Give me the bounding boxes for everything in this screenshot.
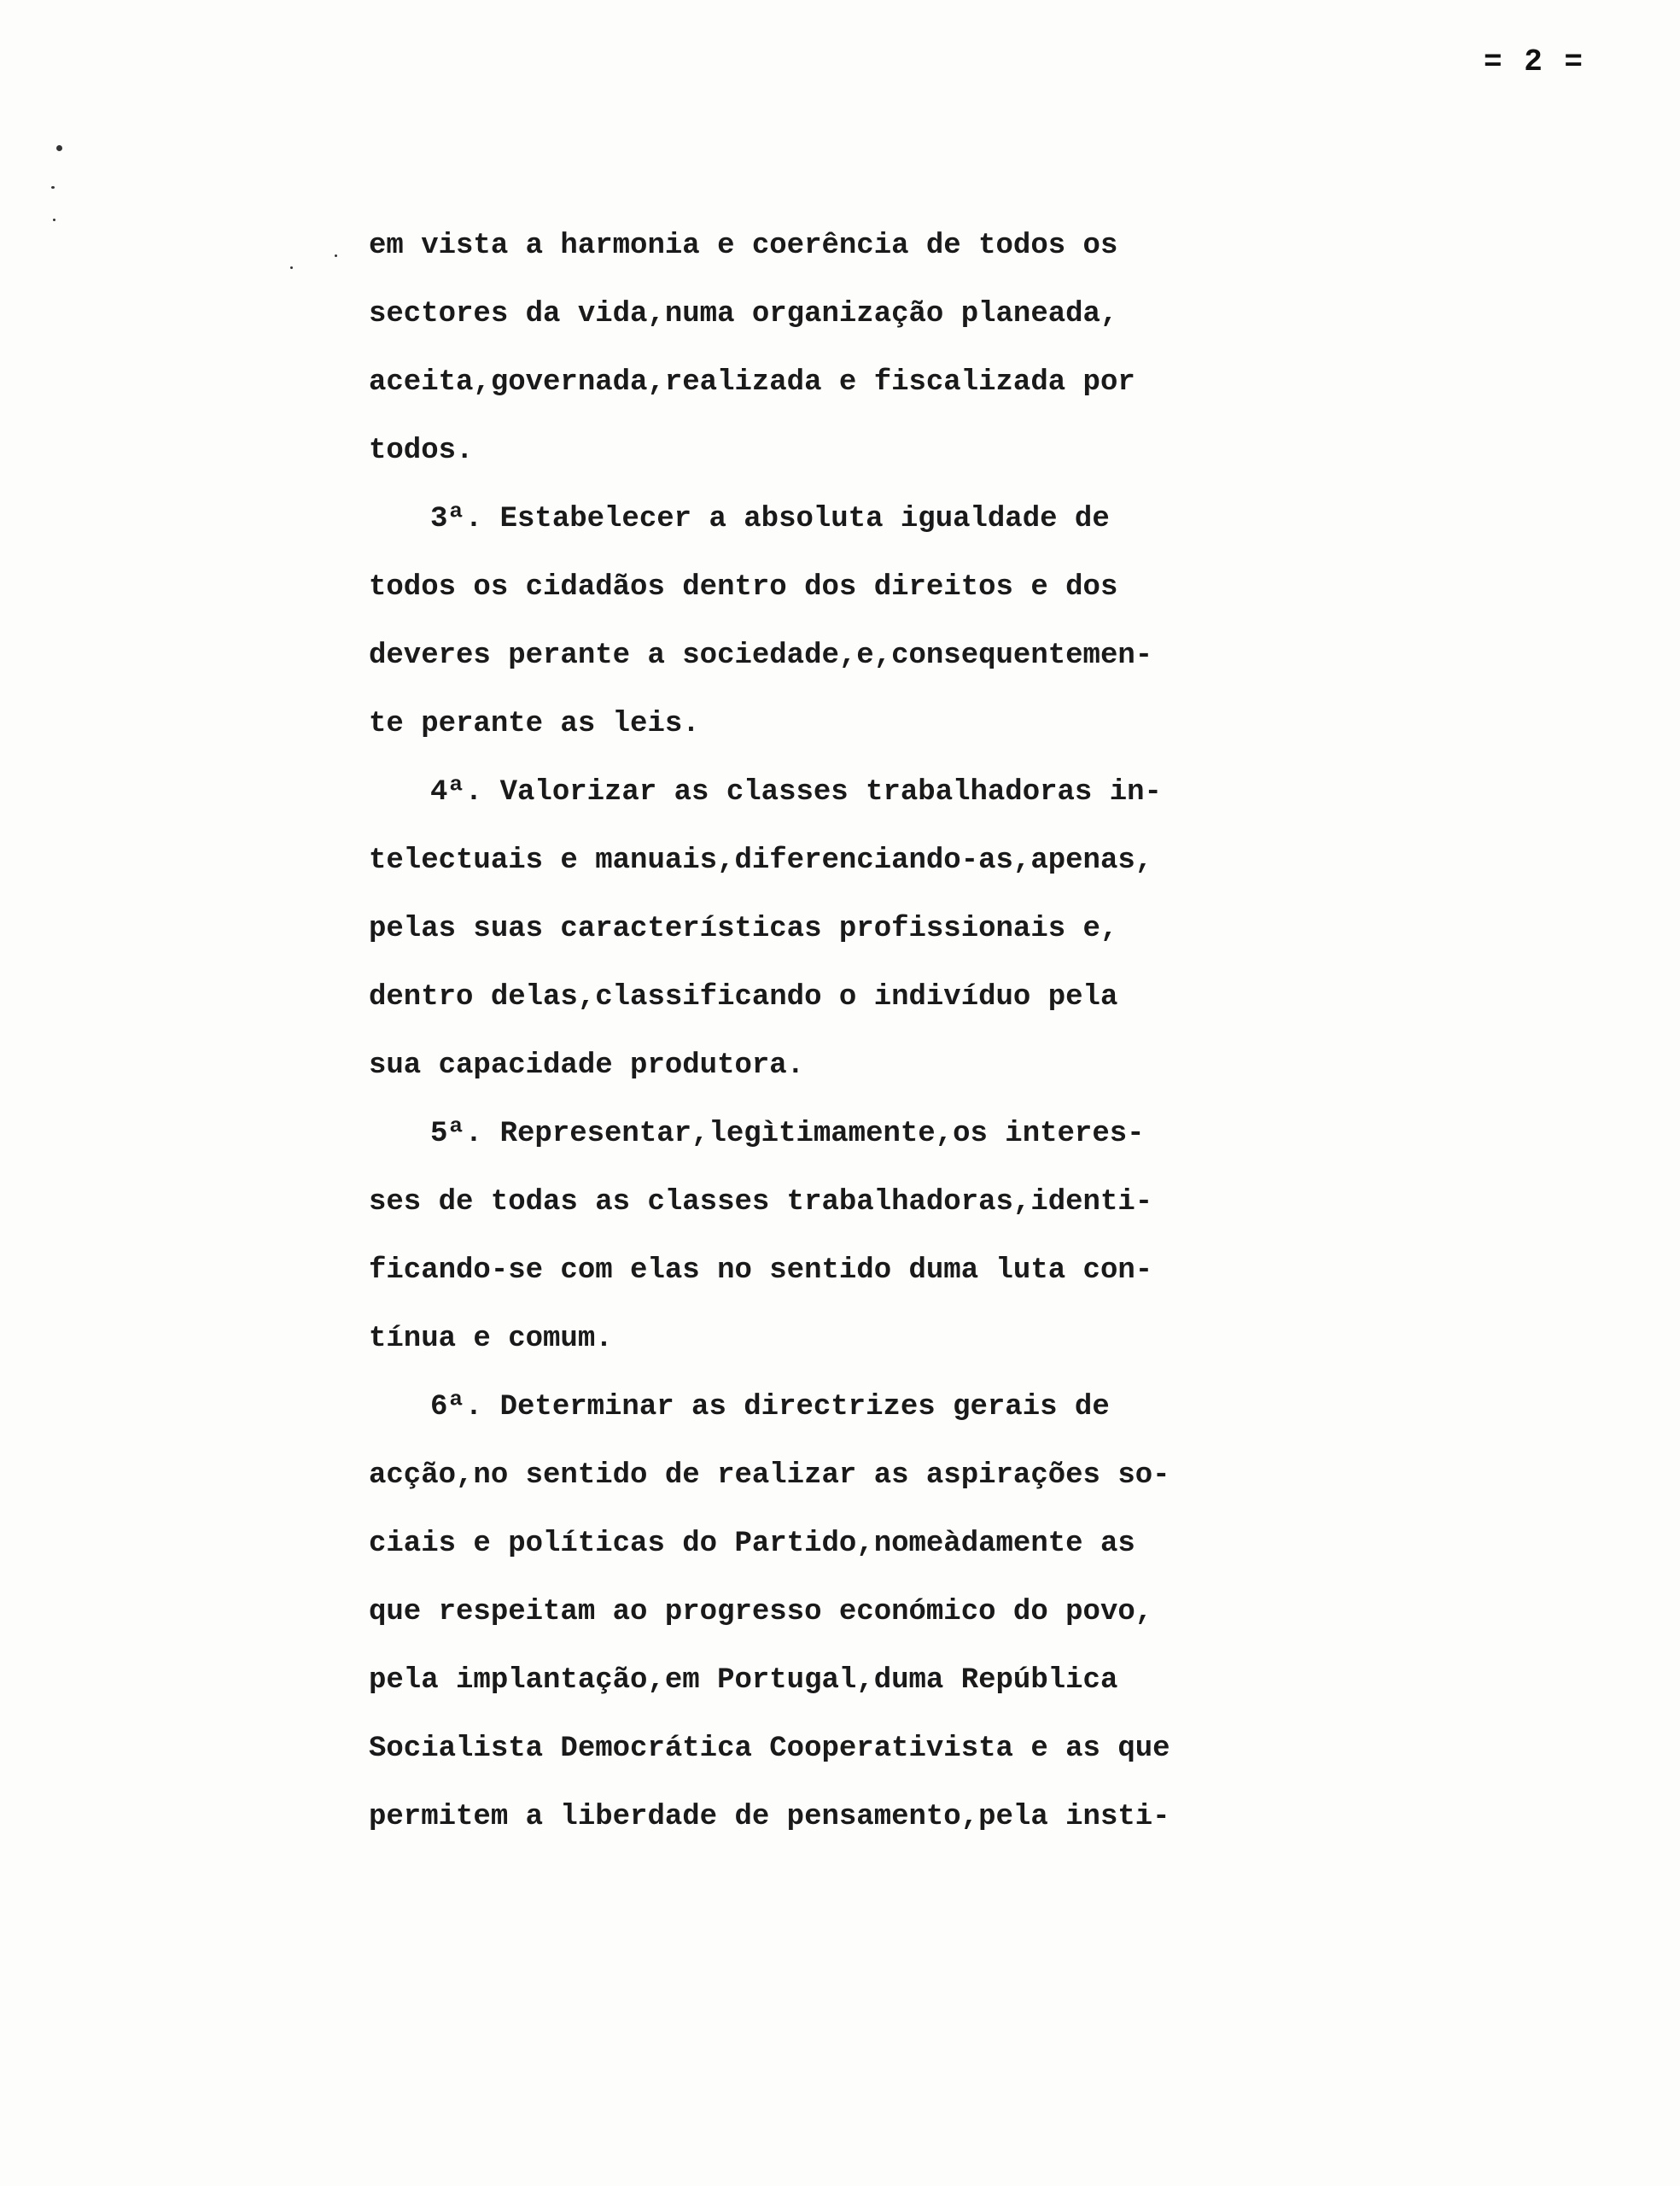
text-line: sectores da vida,numa organização planeada, bbox=[369, 298, 1118, 330]
text-line: te perante as leis. bbox=[369, 708, 700, 740]
text-line: Socialista Democrática Cooperativista e as que bbox=[369, 1733, 1170, 1765]
scan-speck bbox=[51, 186, 55, 189]
text-line: permitem a liberdade de pensamento,pela insti- bbox=[369, 1801, 1170, 1833]
text-line: ficando-se com elas no sentido duma luta con- bbox=[369, 1254, 1153, 1287]
text-line: telectuais e manuais,diferenciando-as,apenas, bbox=[369, 845, 1153, 877]
text-line: todos. bbox=[369, 435, 474, 467]
text-line: em vista a harmonia e coerência de todos os bbox=[369, 230, 1118, 262]
text-line: deveres perante a sociedade,e,consequentemen- bbox=[369, 640, 1153, 672]
text-line: ciais e políticas do Partido,nomeàdamente as bbox=[369, 1528, 1135, 1560]
scan-speck bbox=[56, 145, 62, 151]
text-line: todos os cidadãos dentro dos direitos e dos bbox=[369, 571, 1118, 604]
text-line: 4ª. Valorizar as classes trabalhadoras in- bbox=[430, 776, 1162, 809]
text-line: aceita,governada,realizada e fiscalizada por bbox=[369, 366, 1135, 399]
scan-speck bbox=[53, 219, 55, 221]
scan-speck bbox=[335, 254, 337, 257]
text-line: pelas suas características profissionais e, bbox=[369, 913, 1118, 945]
text-line: pela implantação,em Portugal,duma República bbox=[369, 1664, 1118, 1697]
scan-speck bbox=[290, 266, 293, 269]
text-line: 3ª. Estabelecer a absoluta igualdade de bbox=[430, 503, 1110, 535]
text-line: tínua e comum. bbox=[369, 1323, 613, 1355]
text-line: dentro delas,classificando o indivíduo pela bbox=[369, 981, 1118, 1014]
text-line: ses de todas as classes trabalhadoras,identi- bbox=[369, 1186, 1153, 1219]
text-line: que respeitam ao progresso económico do povo, bbox=[369, 1596, 1153, 1628]
text-line: sua capacidade produtora. bbox=[369, 1049, 805, 1082]
page-number: = 2 = bbox=[1484, 44, 1585, 79]
text-line: 6ª. Determinar as directrizes gerais de bbox=[430, 1391, 1110, 1423]
text-line: 5ª. Representar,legìtimamente,os interes- bbox=[430, 1118, 1145, 1150]
text-line: acção,no sentido de realizar as aspirações so- bbox=[369, 1459, 1170, 1492]
body-text bbox=[369, 212, 1325, 1851]
